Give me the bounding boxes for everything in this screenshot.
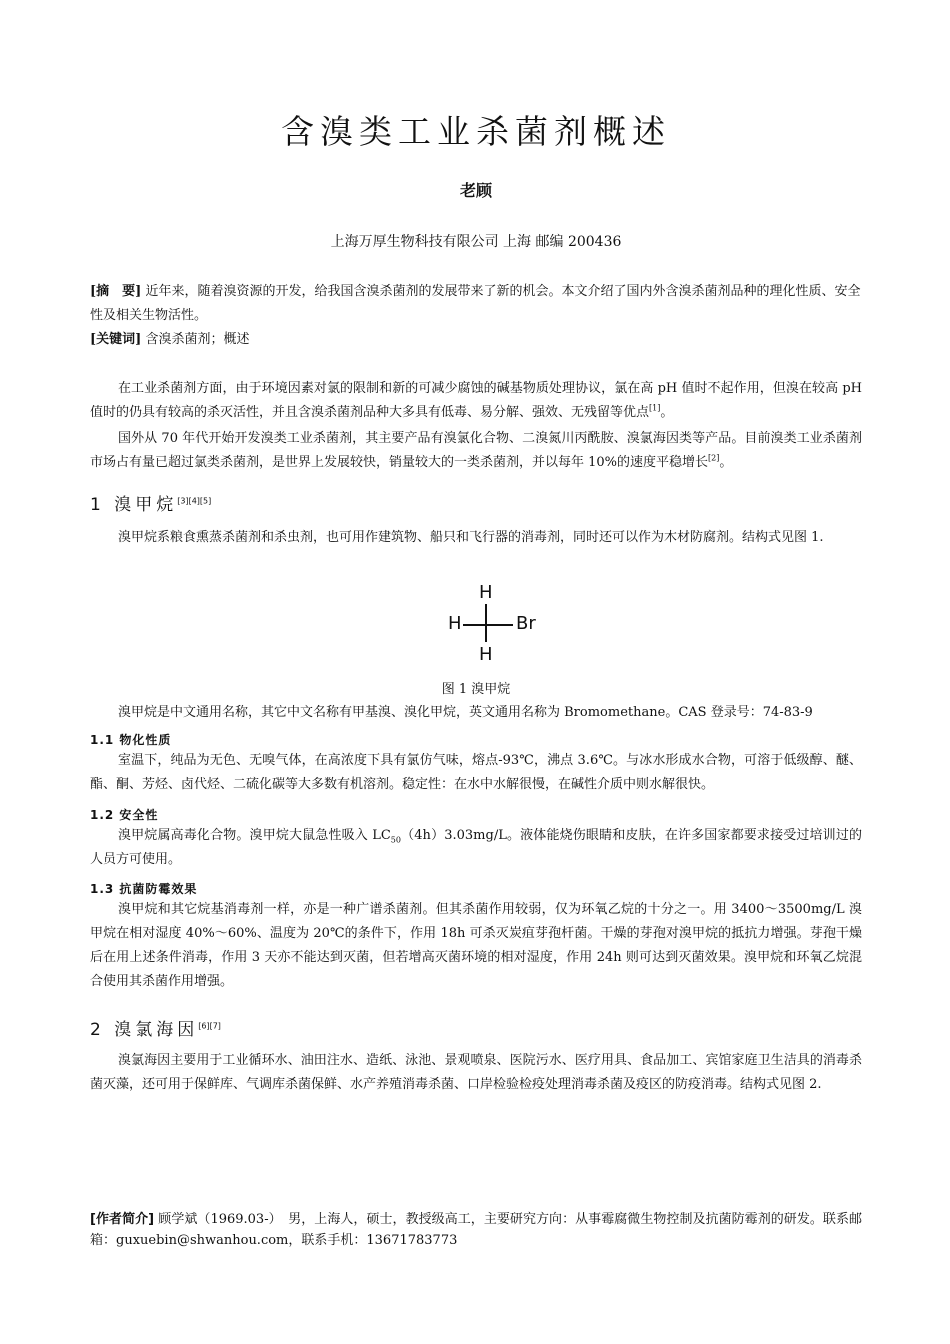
abstract bbox=[90, 280, 862, 328]
subsection-1-3-text: 溴甲烷和其它烷基消毒剂一样，亦是一种广谱杀菌剂。但其杀菌作用较弱，仅为环氧乙烷的十分之一。用 3400～3500mg/L 溴甲烷在相对湿度 40%～60%、温度为 20℃的条件下，作用 18h 可杀灭炭疽芽孢杆菌。干燥的芽孢对溴甲烷的抵抗力增强。芽孢干燥后在用上述条件消毒，作用 3 天亦不能达到灭菌，但若增高灭菌环境的相对湿度，作用 24h 则可达到灭菌效果。溴甲烷和环氧乙烷混合使用其杀菌作用增强。 bbox=[90, 902, 862, 989]
section-1-paragraph-1: 溴甲烷系粮食熏蒸杀菌剂和杀虫剂，也可用作建筑物、船只和飞行器的消毒剂，同时还可以作为木材防腐剂。结构式见图 1. bbox=[118, 530, 824, 545]
atom-bottom: H bbox=[479, 644, 493, 665]
paper-title: 含溴类工业杀菌剂概述 bbox=[281, 112, 671, 151]
intro-paragraph-1 bbox=[90, 377, 862, 425]
intro-paragraph-2 bbox=[90, 427, 862, 475]
safety-text-a: 溴甲烷属高毒化合物。溴甲烷大鼠急性吸入 LC bbox=[118, 828, 391, 843]
subsection-1-2-heading: 1.2 安全性 bbox=[90, 808, 159, 822]
author-bio-text: 顾学斌（1969.03-） 男，上海人，硕士，教授级高工，主要研究方向：从事霉腐微生物控制及抗菌防霉剂的研发。联系邮箱：guxuebin@shwanhou.com，联系手机：13671783773 bbox=[90, 1212, 862, 1248]
atom-left: H bbox=[448, 613, 462, 634]
intro-p2-text: 国外从 70 年代开始开发溴类工业杀菌剂，其主要产品有溴氯化合物、二溴氮川丙酰胺、溴氯海因类等产品。目前溴类工业杀菌剂市场占有量已超过氯类杀菌剂，是世界上发展较快，销量较大的一类杀菌剂，并以每年 10%的速度平稳增长 bbox=[90, 431, 862, 470]
atom-right: Br bbox=[516, 613, 536, 634]
citation-ref: [1] bbox=[649, 403, 661, 413]
section-2-title: 2 溴氯海因 bbox=[90, 1020, 199, 1040]
bromomethane-structure bbox=[440, 580, 560, 670]
atom-top: H bbox=[479, 582, 493, 603]
author-name: 老顾 bbox=[459, 181, 492, 200]
bond-horizontal bbox=[463, 624, 513, 626]
safety-text-b: （4h）3.03mg/L。液体能烧伤眼睛和皮肤，在许多国家都要求接受过培训过的人员方可使用。 bbox=[90, 828, 862, 867]
citation-ref: [6][7] bbox=[198, 1021, 221, 1031]
section-2-heading bbox=[90, 1015, 221, 1040]
author-bio-label: [作者简介] bbox=[90, 1212, 155, 1227]
section-1-title: 1 溴甲烷 bbox=[90, 495, 178, 515]
subsection-1-1-heading: 1.1 物化性质 bbox=[90, 733, 172, 747]
keywords bbox=[90, 328, 862, 352]
subsection-1-3-heading: 1.3 抗菌防霉效果 bbox=[90, 882, 198, 896]
subsection-1-2-text bbox=[90, 824, 862, 872]
affiliation: 上海万厚生物科技有限公司 上海 邮编 200436 bbox=[330, 234, 622, 250]
keywords-label: [关键词] bbox=[90, 332, 142, 347]
section-1-heading bbox=[90, 490, 211, 515]
section-2-paragraph-1: 溴氯海因主要用于工业循环水、油田注水、造纸、泳池、景观喷泉、医院污水、医疗用具、食品加工、宾馆家庭卫生洁具的消毒杀菌灭藻，还可用于保鲜库、气调库杀菌保鲜、水产养殖消毒杀菌、口岸检验检疫处理消毒杀菌及疫区的防疫消毒。结构式见图 2. bbox=[90, 1053, 862, 1092]
intro-p1-end: 。 bbox=[660, 405, 674, 420]
citation-ref: [2] bbox=[708, 453, 720, 463]
bond-vertical bbox=[485, 604, 487, 642]
abstract-label: [摘 要] bbox=[90, 284, 142, 299]
figure-1-caption: 图 1 溴甲烷 bbox=[441, 682, 511, 697]
author-bio bbox=[90, 1209, 862, 1251]
intro-p2-end: 。 bbox=[719, 455, 733, 470]
citation-ref: [3][4][5] bbox=[177, 496, 212, 506]
abstract-text: 近年来，随着溴资源的开发，给我国含溴杀菌剂的发展带来了新的机会。本文介绍了国内外含溴杀菌剂品种的理化性质、安全性及相关生物活性。 bbox=[90, 284, 861, 323]
keywords-text: 含溴杀菌剂；概述 bbox=[145, 332, 250, 347]
subsection-1-1-text: 室温下，纯品为无色、无嗅气体，在高浓度下具有氯仿气味，熔点-93℃，沸点 3.6℃。与冰水形成水合物，可溶于低级醇、醚、酯、酮、芳烃、卤代烃、二硫化碳等大多数有机溶剂。稳定性：在水中水解很慢，在碱性介质中则水解很快。 bbox=[90, 753, 862, 792]
intro-p1-text: 在工业杀菌剂方面，由于环境因素对氯的限制和新的可减少腐蚀的碱基物质处理协议，氯在高 pH 值时不起作用，但溴在较高 pH 值时的仍具有较高的杀灭活性，并且含溴杀菌剂品种大多具有低毒、易分解、强效、无残留等优点 bbox=[90, 381, 862, 420]
lc50-subscript: 50 bbox=[390, 835, 401, 845]
section-1-paragraph-2: 溴甲烷是中文通用名称，其它中文名称有甲基溴、溴化甲烷，英文通用名称为 Bromomethane。CAS 登录号：74-83-9 bbox=[118, 705, 813, 720]
